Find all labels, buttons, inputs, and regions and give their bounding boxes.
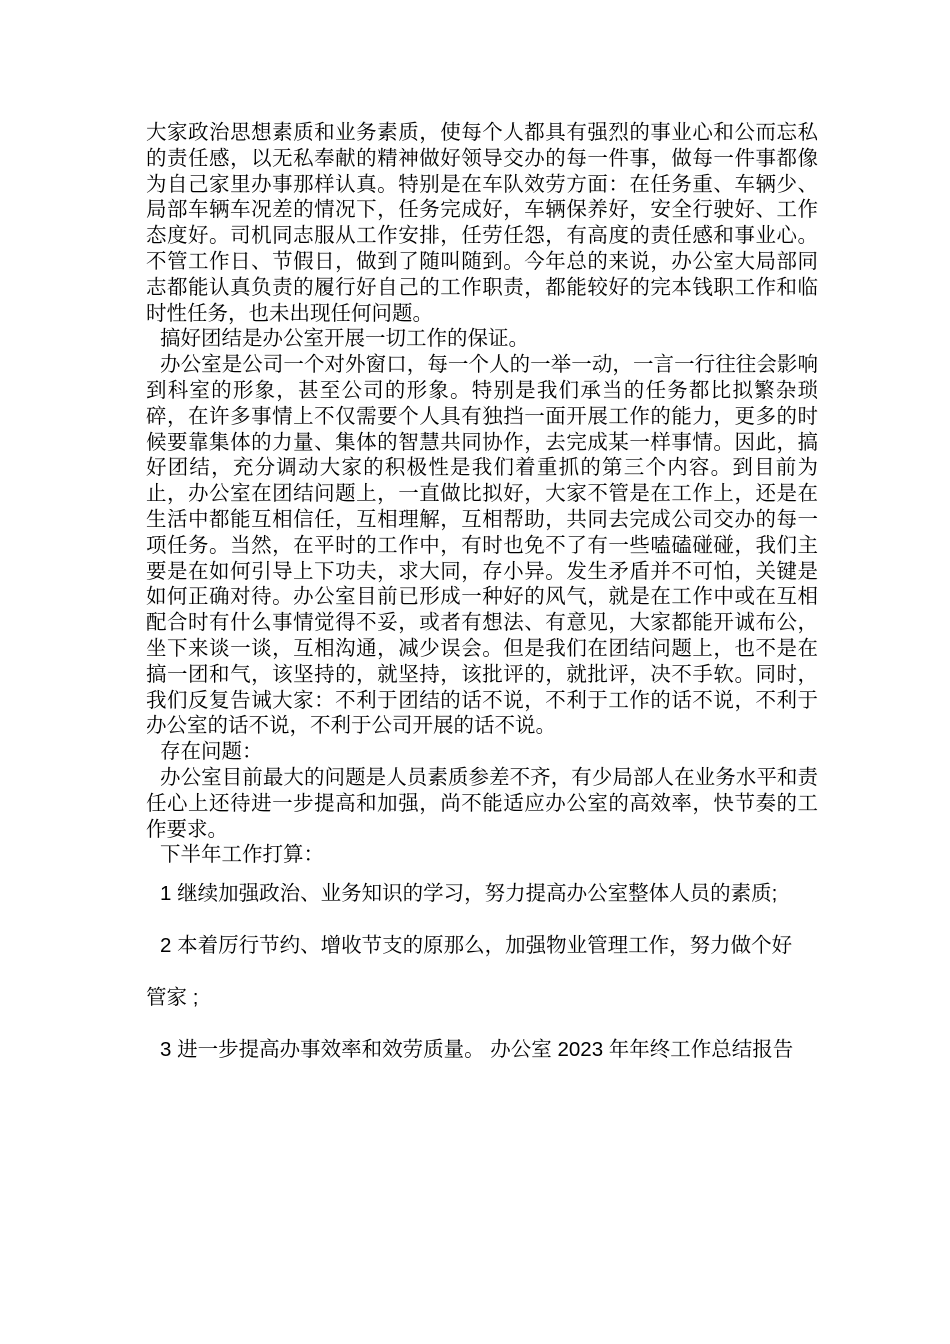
- heading-problems: 存在问题：: [160, 739, 263, 764]
- plan-list: [146, 868, 818, 1069]
- plan-item-1: 1 继续加强政治、业务知识的学习，努力提高办公室整体人员的素质;: [160, 882, 778, 906]
- paragraph-vehicle-service: 大家政治思想素质和业务素质，使每个人都具有强烈的事业心和公而忘私的责任感，以无私奉献的精神做好领导交办的每一件事，做每一件事都像为自己家里办事那样认真。特别是在车队效劳方面：在任务重、车辆少、局部车辆车况差的情况下，任务完成好，车辆保养好，安全行驶好、工作态度好。司机同志服从工作安排，任劳任怨，有高度的责任感和事业心。不管工作日、节假日，做到了随叫随到。今年总的来说，办公室大局部同志都能认真负责的履行好自己的工作职责，都能较好的完本钱职工作和临时性任务，也未出现任何问题。: [146, 120, 818, 325]
- plan-item-2: 2 本着厉行节约、增收节支的原那么，加强物业管理工作，努力做个好 管家 ;: [146, 934, 793, 1010]
- document-page: [146, 120, 818, 1069]
- plan-item-3: 3 进一步提高办事效率和效劳质量。 办公室 2023 年年终工作总结报告: [160, 1038, 794, 1062]
- heading-unity: 搞好团结是办公室开展一切工作的保证。: [160, 326, 529, 351]
- paragraph-unity: 办公室是公司一个对外窗口，每一个人的一举一动，一言一行往往会影响到科室的形象，甚至公司的形象。特别是我们承当的任务都比拟繁杂琐碎，在许多事情上不仅需要个人具有独挡一面开展工作的能力，更多的时候要靠集体的力量、集体的智慧共同协作，去完成某一样事情。因此，搞好团结，充分调动大家的积极性是我们着重抓的第三个内容。到目前为止，办公室在团结问题上，一直做比拟好，大家不管是在工作上，还是在生活中都能互相信任，互相理解，互相帮助，共同去完成公司交办的每一项任务。当然，在平时的工作中，有时也免不了有一些嗑磕碰碰，我们主要是在如何引导上下功夫，求大同，存小异。发生矛盾并不可怕，关键是如何正确对待。办公室目前已形成一种好的风气，就是在工作中或在互相配合时有什么事情觉得不妥，或者有想法、有意见，大家都能开诚布公，坐下来谈一谈，互相沟通，减少误会。但是我们在团结问题上，也不是在搞一团和气，该坚持的，就坚持，该批评的，就批评，决不手软。同时，我们反复告诫大家：不利于团结的话不说，不利于工作的话不说，不利于办公室的话不说，不利于公司开展的话不说。: [146, 352, 818, 738]
- heading-plan: 下半年工作打算：: [160, 842, 324, 867]
- paragraph-problems: 办公室目前最大的问题是人员素质参差不齐，有少局部人在业务水平和责任心上还待进一步提高和加强，尚不能适应办公室的高效率，快节奏的工作要求。: [146, 764, 818, 841]
